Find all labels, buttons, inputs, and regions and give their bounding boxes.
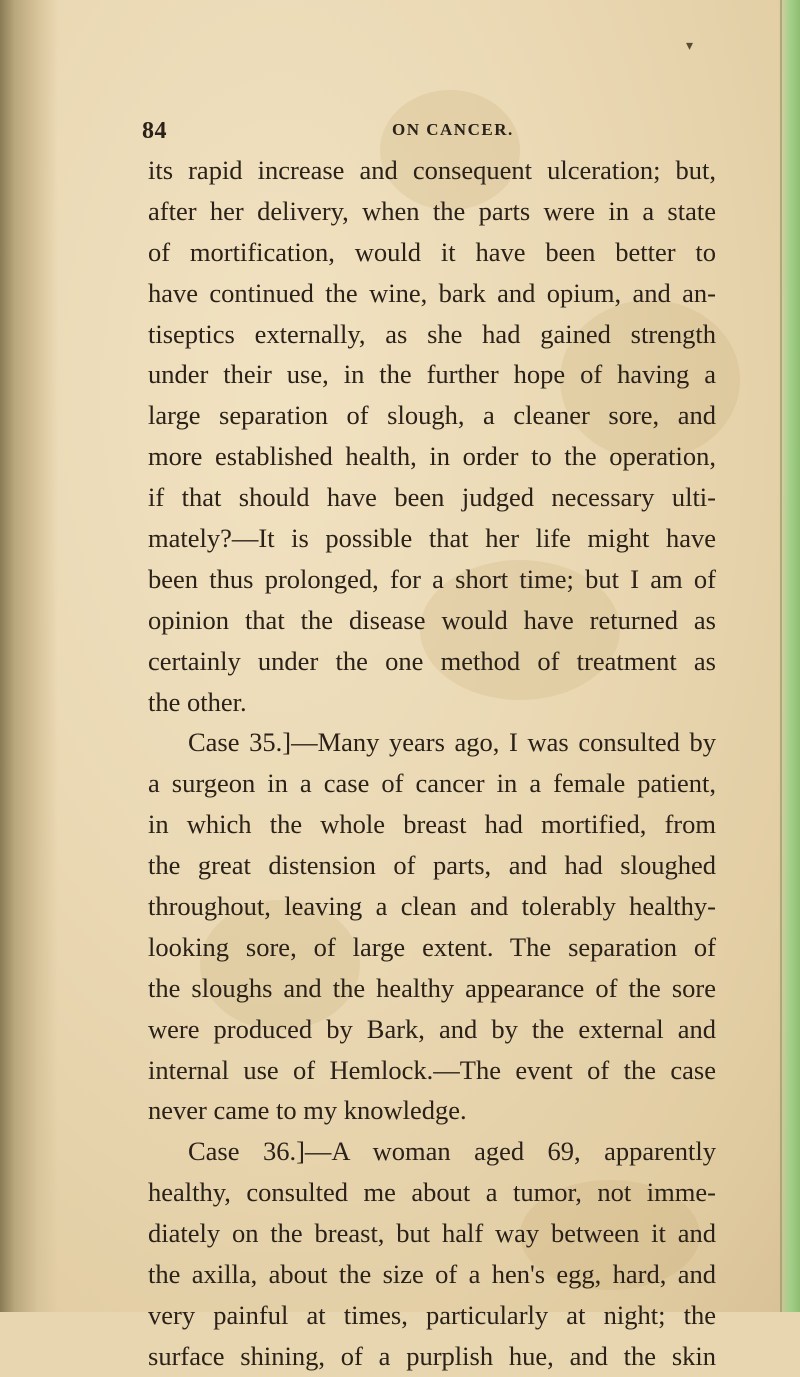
text-line: been thus prolonged, for a short time; but I am of bbox=[148, 563, 716, 594]
text-line: have continued the wine, bark and opium, and an- bbox=[148, 277, 716, 308]
text-line: Case 35.]—Many years ago, I was consulted by bbox=[188, 727, 716, 758]
text-line: the sloughs and the healthy appearance of the sore bbox=[148, 972, 716, 1003]
text-line: Case 36.]—A woman aged 69, apparently bbox=[188, 1136, 716, 1167]
text-line: tiseptics externally, as she had gained strength bbox=[148, 318, 716, 349]
text-line: if that should have been judged necessary ulti- bbox=[148, 482, 716, 513]
text-line: the other. bbox=[148, 686, 247, 717]
text-line: under their use, in the further hope of having a bbox=[148, 359, 716, 390]
page-number: 84 bbox=[142, 118, 167, 144]
running-title: ON CANCER. bbox=[392, 120, 514, 139]
text-line: internal use of Hemlock.—The event of the case bbox=[148, 1054, 716, 1085]
text-line: large separation of slough, a cleaner sore, and bbox=[148, 400, 716, 431]
text-line: certainly under the one method of treatment as bbox=[148, 645, 716, 676]
text-line: opinion that the disease would have returned as bbox=[148, 604, 716, 635]
text-line: more established health, in order to the operation, bbox=[148, 441, 716, 472]
text-line: after her delivery, when the parts were in a state bbox=[148, 195, 716, 226]
text-line: surface shining, of a purplish hue, and the skin bbox=[148, 1340, 716, 1371]
text-line: never came to my knowledge. bbox=[148, 1095, 467, 1126]
text-line: throughout, leaving a clean and tolerably healthy- bbox=[148, 891, 716, 922]
text-line: were produced by Bark, and by the external and bbox=[148, 1013, 716, 1044]
text-line: looking sore, of large extent. The separation of bbox=[148, 931, 716, 962]
running-head bbox=[142, 118, 702, 146]
text-line: its rapid increase and consequent ulceration; but, bbox=[148, 155, 716, 185]
page-edge-line bbox=[780, 0, 782, 1312]
text-line: a surgeon in a case of cancer in a female patient, bbox=[148, 768, 716, 799]
top-mark: ▾ bbox=[686, 39, 694, 54]
binding-gutter bbox=[0, 0, 58, 1312]
text-line: mately?—It is possible that her life might have bbox=[148, 523, 716, 554]
text-line: the axilla, about the size of a hen's egg, hard, and bbox=[148, 1259, 716, 1290]
body-text bbox=[148, 150, 716, 1377]
text-line: in which the whole breast had mortified, from bbox=[148, 809, 716, 840]
text-line: diately on the breast, but half way between it and bbox=[148, 1218, 716, 1249]
text-line: the great distension of parts, and had sloughed bbox=[148, 850, 716, 881]
text-line: of mortification, would it have been better to bbox=[148, 236, 716, 267]
text-line: healthy, consulted me about a tumor, not imme- bbox=[148, 1177, 716, 1208]
text-line: very painful at times, particularly at night; the bbox=[148, 1299, 716, 1330]
